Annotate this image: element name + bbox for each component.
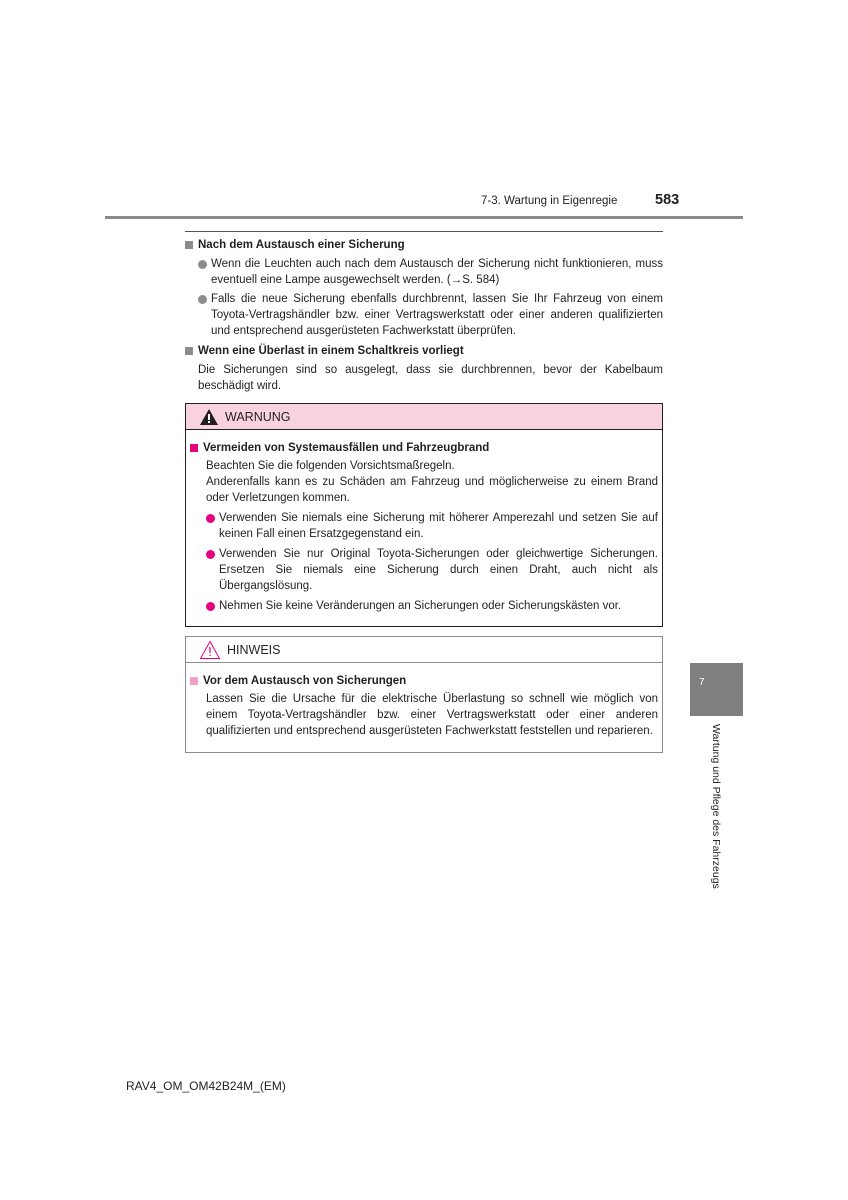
square-bullet-icon <box>190 444 198 452</box>
list-item: Verwenden Sie nur Original Toyota-Sicherungen oder gleichwertige Sicherungen. Ersetzen Sie niemals eine Sicherung durch einen Draht, auch nicht als Übergangslösung. <box>190 546 658 594</box>
footer-code: RAV4_OM_OM42B24M_(EM) <box>126 1079 286 1093</box>
header-divider <box>105 216 743 219</box>
list-item: Wenn die Leuchten auch nach dem Austausch der Sicherung nicht funktionieren, muss eventuell eine Lampe ausgewechselt werden. (→S. 584) <box>185 256 663 288</box>
warning-title: WARNUNG <box>225 409 291 424</box>
round-bullet-icon <box>198 260 207 269</box>
section-title: 7-3. Wartung in Eigenregie <box>481 195 618 207</box>
note-body <box>186 663 662 739</box>
chapter-tab <box>690 663 743 716</box>
warning-heading: Vermeiden von Systemausfällen und Fahrzeugbrand <box>190 440 658 456</box>
warning-box <box>185 403 663 627</box>
page-number: 583 <box>655 192 680 208</box>
chapter-label: Wartung und Pflege des Fahrzeugs <box>710 724 722 889</box>
warning-header <box>186 404 662 430</box>
main-content <box>185 237 663 394</box>
list-item: Falls die neue Sicherung ebenfalls durchbrennt, lassen Sie Ihr Fahrzeug von einem Toyota-Vertragshändler bzw. einer Vertragswerkstatt oder einer anderen qualifizierten und entsprechend ausgerüsteten Fachwerkstatt überprüfen. <box>185 291 663 339</box>
note-title: HINWEIS <box>227 642 281 657</box>
section-heading: Wenn eine Überlast in einem Schaltkreis vorliegt <box>185 343 663 359</box>
warning-body <box>186 430 662 614</box>
round-bullet-icon <box>206 602 215 611</box>
round-bullet-icon <box>198 295 207 304</box>
note-box <box>185 636 663 753</box>
square-bullet-icon <box>185 241 193 249</box>
note-heading: Vor dem Austausch von Sicherungen <box>190 673 658 689</box>
note-header <box>186 637 662 663</box>
warning-triangle-icon <box>199 408 219 426</box>
paragraph: Lassen Sie die Ursache für die elektrische Überlastung so schnell wie möglich von einem Toyota-Vertragshändler bzw. einer Vertragswerkstatt oder einer anderen qualifizierten und entsprechend ausgerüsteten Fachwerkstatt feststellen und reparieren. <box>206 693 658 737</box>
list-item: Nehmen Sie keine Veränderungen an Sicherungen oder Sicherungskästen vor. <box>190 598 658 614</box>
paragraph: Beachten Sie die folgenden Vorsichtsmaßregeln. <box>206 460 455 472</box>
content-divider <box>185 231 663 232</box>
paragraph: Anderenfalls kann es zu Schäden am Fahrzeug und möglicherweise zu einem Brand oder Verletzungen kommen. <box>206 476 658 504</box>
caution-triangle-outline-icon <box>199 640 221 660</box>
section-heading: Nach dem Austausch einer Sicherung <box>185 237 663 253</box>
paragraph: Die Sicherungen sind so ausgelegt, dass sie durchbrennen, bevor der Kabelbaum beschädigt wird. <box>198 364 663 392</box>
square-bullet-icon <box>185 347 193 355</box>
round-bullet-icon <box>206 550 215 559</box>
list-item: Verwenden Sie niemals eine Sicherung mit höherer Amperezahl und setzen Sie auf keinen Fall einen Ersatzgegenstand ein. <box>190 510 658 542</box>
round-bullet-icon <box>206 514 215 523</box>
chapter-number: 7 <box>699 677 705 688</box>
square-bullet-icon <box>190 677 198 685</box>
